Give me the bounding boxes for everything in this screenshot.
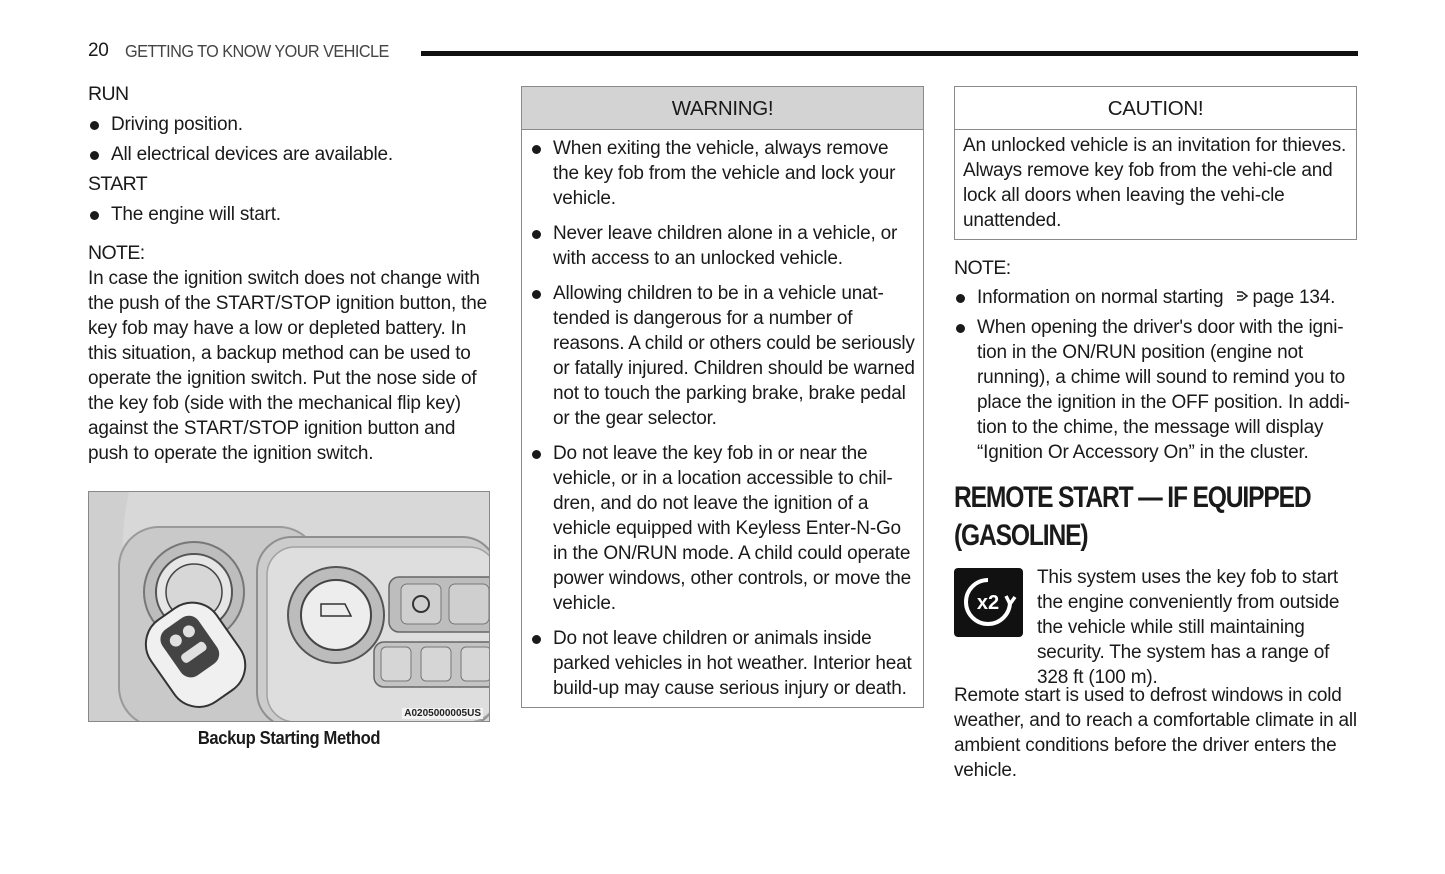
- note-label: NOTE:: [88, 242, 145, 264]
- figure-code: A0205000005US: [404, 708, 481, 719]
- list-item: Do not leave children or animals inside parked vehicles in hot weather. Interior heat build-up may cause serious injury or death.: [530, 626, 915, 701]
- section-title: GETTING TO KNOW YOUR VEHICLE: [125, 41, 389, 61]
- caution-title: CAUTION!: [955, 87, 1356, 130]
- list-item: When opening the driver's door with the igni-tion in the ON/RUN position (engine not running), a chime will sound to remind you to place the ignition in the OFF position. In addi-tion to the chime, the message will display “Ignition Or Accessory On” in the cluster.: [954, 315, 1357, 465]
- section-heading: REMOTE START — IF EQUIPPED (GASOLINE): [954, 481, 1311, 552]
- warning-body: [522, 130, 923, 707]
- column-left: [88, 82, 490, 749]
- remote-body-text: Remote start is used to defrost windows in cold weather, and to reach a comfortable climate in all ambient conditions before the driver enters the vehicle.: [954, 685, 1357, 781]
- remote-intro-text: This system uses the key fob to start the engine conveniently from outside the vehicle while still maintaining security. The system has a range of 328 ft (100 m).: [1037, 567, 1340, 688]
- caution-box: [954, 86, 1357, 240]
- warning-title: WARNING!: [522, 87, 923, 130]
- start-label: START: [88, 173, 148, 195]
- header-rule: [421, 51, 1358, 56]
- page-number: 20: [88, 40, 109, 61]
- list-item: The engine will start.: [88, 202, 490, 227]
- list-item: Never leave children alone in a vehicle, or with access to an unlocked vehicle.: [530, 221, 915, 271]
- warning-box: [521, 86, 924, 708]
- column-right: [954, 86, 1357, 783]
- remote-start-intro: [954, 565, 1357, 688]
- run-label: RUN: [88, 83, 129, 105]
- dashboard-illustration: [89, 492, 489, 721]
- list-item: When exiting the vehicle, always remove the key fob from the vehicle and lock your vehicle.: [530, 136, 915, 211]
- start-list: [88, 202, 490, 227]
- page-header: [88, 38, 1358, 64]
- column-middle: [521, 86, 924, 708]
- list-item: Driving position.: [88, 112, 490, 137]
- arrow-ref-icon: [1235, 285, 1249, 310]
- icon-label: x2: [976, 592, 1000, 614]
- list-item: Allowing children to be in a vehicle unat-tended is dangerous for a number of reasons. A child or others could be seriously or fatally injured. Children should be warned not to touch the parking brake, brake pedal or the gear selector.: [530, 281, 915, 431]
- remote-start-icon: [954, 568, 1023, 637]
- page-reference-link[interactable]: page 134.: [1252, 287, 1336, 308]
- backup-starting-figure: [88, 491, 490, 722]
- note-text: In case the ignition switch does not change with the push of the START/STOP ignition button, the key fob may have a low or depleted battery. In this situation, a backup method can be used to operate the ignition switch. Put the nose side of the key fob (side with the mechanical flip key) against the START/STOP ignition button and push to operate the ignition switch.: [88, 268, 487, 464]
- note-item-text: Information on normal starting: [977, 287, 1224, 308]
- note-list: [954, 285, 1357, 465]
- figure-caption: Backup Starting Method: [197, 728, 381, 748]
- list-item: Do not leave the key fob in or near the vehicle, or in a location accessible to chil-dren, and do not leave the ignition of a vehicle equipped with Keyless Enter-N-Go in the ON/RUN mode. A child could operate power windows, other controls, or move the vehicle.: [530, 441, 915, 616]
- run-list: [88, 112, 490, 167]
- warning-list: [530, 136, 915, 701]
- note-label: NOTE:: [954, 257, 1011, 279]
- caution-text: An unlocked vehicle is an invitation for thieves. Always remove key fob from the vehi-cle and lock all doors when leaving the vehi-cle unattended.: [963, 135, 1347, 231]
- caution-body: [955, 130, 1356, 239]
- list-item: All electrical devices are available.: [88, 142, 490, 167]
- list-item: [954, 285, 1357, 310]
